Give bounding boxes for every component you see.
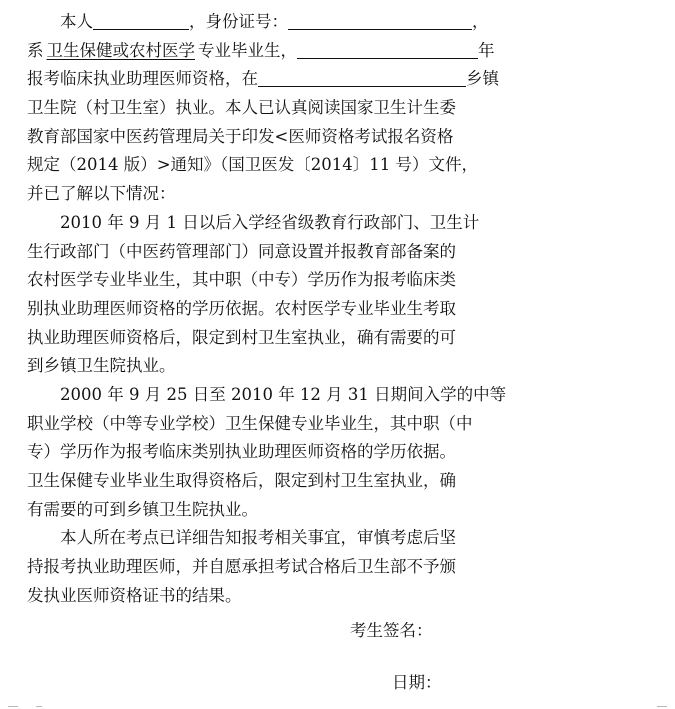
page-corner-mark-left-inner bbox=[36, 706, 42, 707]
id-end: ， bbox=[472, 12, 489, 31]
line3-prefix: 报考临床执业助理医师资格，在 bbox=[27, 69, 258, 89]
para1-line-6: 到乡镇卫生院执业。 bbox=[27, 356, 176, 376]
signature-label: 考生签名： bbox=[350, 621, 433, 640]
para1-line-3: 农村医学专业毕业生，其中职（中专）学历作为报考临床类 bbox=[27, 270, 456, 290]
major-value: 卫生保健或农村医学 bbox=[46, 40, 195, 60]
name-prefix: 本人 bbox=[60, 12, 93, 31]
para2-line-4: 卫生保健专业毕业生取得资格后，限定到村卫生室执业，确 bbox=[27, 471, 456, 490]
id-label: ，身份证号： bbox=[189, 12, 288, 31]
major-prefix: 系 bbox=[27, 40, 44, 60]
intro-line-3 bbox=[27, 65, 587, 94]
para2-line-3: 专）学历作为报考临床类别执业助理医师资格的学历依据。 bbox=[27, 442, 456, 462]
para2-line-2: 职业学校（中等专业学校）卫生保健专业毕业生，其中职（中 bbox=[27, 413, 473, 433]
para1-line-1: 2010 年 9 月 1 日以后入学经省级教育行政部门、卫生计 bbox=[60, 212, 480, 232]
page-corner-mark-left bbox=[8, 706, 18, 707]
para3-line-1: 本人所在考点已详细告知报考相关事宜，审慎考虑后坚 bbox=[60, 528, 456, 548]
intro-line-1 bbox=[27, 8, 587, 37]
para3-line-3: 发执业医师资格证书的结果。 bbox=[27, 585, 242, 605]
para1-line-2: 生行政部门（中医药管理部门）同意设置并报教育部备案的 bbox=[27, 241, 456, 261]
date-label: 日期： bbox=[392, 673, 442, 692]
name-blank[interactable] bbox=[93, 11, 189, 30]
intro-line-4: 卫生院（村卫生室）执业。本人已认真阅读国家卫生计生委 bbox=[27, 98, 456, 118]
intro-line-5: 教育部国家中医药管理局关于印发<医师资格考试报名资格 bbox=[27, 126, 454, 146]
town-suffix: 乡镇 bbox=[466, 69, 499, 89]
graduation-year-blank[interactable] bbox=[297, 40, 478, 59]
id-number-blank[interactable] bbox=[288, 11, 472, 30]
intro-line-2 bbox=[27, 37, 587, 66]
page-corner-mark-right bbox=[657, 706, 667, 707]
intro-line-7: 并已了解以下情况： bbox=[27, 184, 176, 204]
para1-line-4: 别执业助理医师资格的学历依据。农村医学专业毕业生考取 bbox=[27, 298, 456, 318]
major-suffix: 专业毕业生， bbox=[198, 40, 297, 60]
year-suffix: 年 bbox=[478, 40, 495, 60]
commitment-letter-body bbox=[27, 8, 587, 610]
intro-line-6: 规定（2014 版）>通知》（国卫医发〔2014〕11 号）文件， bbox=[27, 155, 479, 175]
para2-line-1: 2000 年 9 月 25 日至 2010 年 12 月 31 日期间入学的中等 bbox=[60, 384, 507, 404]
para2-line-5: 有需要的可到乡镇卫生院执业。 bbox=[27, 499, 258, 519]
para1-line-5: 执业助理医师资格后，限定到村卫生室执业，确有需要的可 bbox=[27, 327, 456, 347]
town-blank[interactable] bbox=[258, 68, 466, 87]
para3-line-2: 持报考执业助理医师，并自愿承担考试合格后卫生部不予颁 bbox=[27, 557, 456, 577]
